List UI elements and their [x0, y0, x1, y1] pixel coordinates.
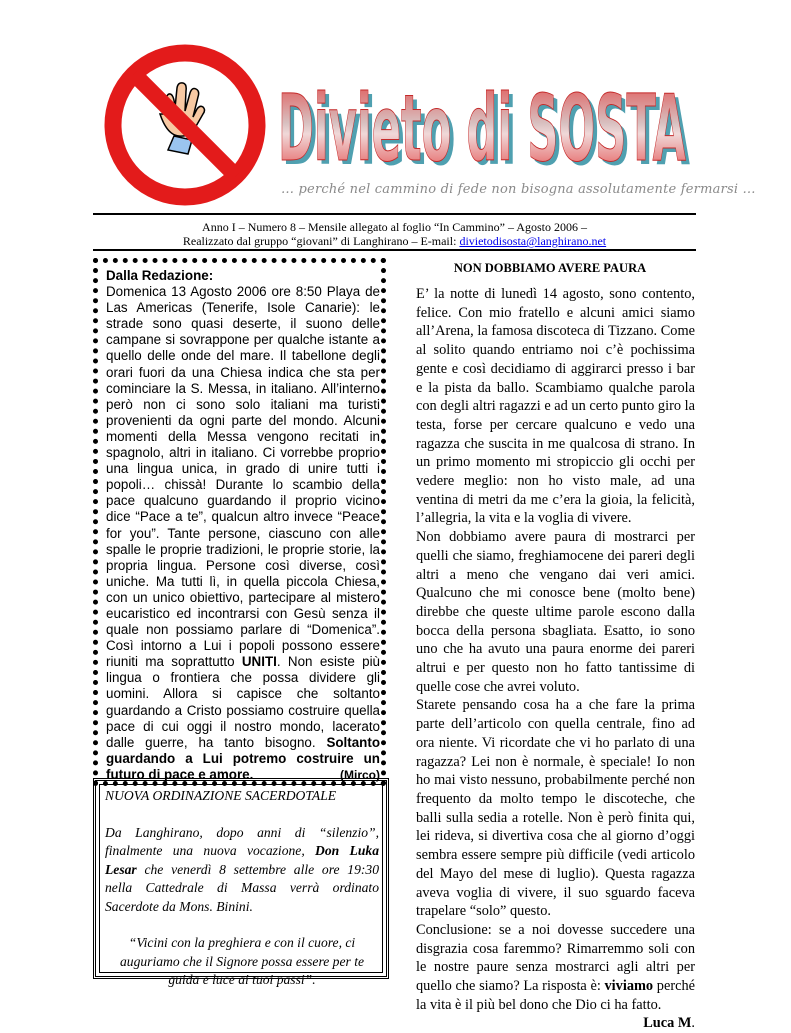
title-shadow: Divieto di SOSTA: [282, 79, 690, 182]
no-hand-prohibition-icon: [104, 44, 266, 206]
article-body: [416, 285, 695, 1033]
article-title: NON DOBBIAMO AVERE PAURA: [453, 261, 647, 275]
masthead-credit: Realizzato dal gruppo “giovani” di Langhirano – E-mail:: [182, 234, 460, 248]
article-paragraph-4: [416, 921, 695, 1032]
ordinazione-quote: “Vicini con la preghiera e con il cuore, ci auguriamo che il Signore possa essere per te guida e luce ai tuoi passi”.: [119, 935, 365, 987]
ordinazione-title: NUOVA ORDINAZIONE SACERDOTALE: [105, 788, 337, 803]
masthead-line-1: Anno I – Numero 8 – Mensile allegato al foglio “In Cammino” – Agosto 2006 –: [202, 220, 587, 234]
article-p4-end: perché la vita è il più bel dono che Dio ci ha fatto.: [416, 978, 695, 1013]
newsletter-title: [276, 62, 696, 182]
ordinazione-body-1: Da Langhirano, dopo anni di “silenzio”, finalmente una nuova vocazione,: [105, 824, 379, 858]
masthead-line-2: [93, 234, 696, 248]
masthead: [93, 220, 696, 248]
redazione-bold-uniti: UNITI: [241, 654, 277, 670]
article-paragraph-2: Non dobbiamo avere paura di mostrarci per quelli che siamo, freghiamocene dei pareri degli altri a meno che vengano dai veri amici. Qualcuno che mi conosce bene (molto bene) direbbe che queste ultime parole escono dalla bocca della persona sbagliata. Esatto, io sono uno che ha avuto una paura enorme dei pareri altrui e per questo non ho fatto tantissime di quelle cose che avrei voluto.: [416, 529, 695, 695]
header-rule-bottom: [93, 249, 696, 251]
redazione-bold-closing: Soltanto guardando a Lui potremo costruire un futuro di pace e amore.: [106, 734, 380, 782]
redazione-signature: (Mirco): [340, 767, 380, 782]
article-p4-start: Conclusione: se a noi dovesse succedere una disgrazia cosa faremmo? Rimarremmo soli con le nostre paure senza mostrarci agli altri per quello che siamo? La risposta è:: [416, 921, 695, 995]
redazione-heading: Dalla Redazione:: [106, 268, 214, 283]
header-rule-top: [93, 213, 696, 215]
article-paragraph-1: E’ la notte di lunedì 14 agosto, sono contento, felice. Con mio fratello e alcuni amici siamo all’Arena, la famosa discoteca di Tizzano. Come al solito quando entriamo noi c’è pochissima gente e così decidiamo di aggirarci presso i bar e la pista da ballo. Scambiamo qualche parola con degli altri ragazzi e ad un certo punto giro la testa, forse per cercare qualcuno e vedo una ragazza che suscita in me qualcosa di strano. In un primo momento mi stropiccio gli occhi per vedere meglio: non ho visto male, ad una ventina di metri da me c’era la gioia, la felicità, l’allegria, la vita e la voglia di vivere.: [416, 286, 695, 527]
email-link[interactable]: divietodisosta@langhirano.net: [459, 234, 607, 248]
tagline: … perché nel cammino di fede non bisogna assolutamente fermarsi …: [281, 182, 756, 197]
title-main: Divieto di SOSTA: [278, 75, 686, 182]
article-p4-bold: viviamo: [604, 978, 654, 995]
article-paragraph-3: Starete pensando cosa ha a che fare la prima parte dell’articolo con quella centrale, fino ad ora niente. Vi ricordate che vi ho parlato di una ragazza? Lei non è normale, è speciale! Io non ho mai visto nessuno, probabilmente perché non frequento da molto tempo le discoteche, che balli sulla sedia a rotelle. Non è però finita qui, lei rideva, si divertiva cosa che al giorno d’oggi sembra essere sempre più difficile (vedi articolo del Mayo del mese di luglio). Questa ragazza aveva voglia di vivere, il suo sguardo faceva trapelare “solo” questo.: [416, 697, 695, 920]
article-signature-suffix: .: [691, 1015, 695, 1032]
redazione-body-1: Domenica 13 Agosto 2006 ore 8:50 Playa de Las Americas (Tenerife, Isole Canarie): le strade sono quasi deserte, il suono delle campane si sovrappone per qualche istante a quello delle onde del mare. Il tabellone degli orari fuori da una Chiesa indica che sta per cominciare la S. Messa, in italiano. All’interno però non ci sono solo italiani ma turisti provenienti da ogni parte del mondo. Alcuni momenti della Messa vengono recitati in spagnolo, altri in italiano. Ci vorrebbe proprio una lingua unica, in grado di unire tutti i popoli… chissà! Durante lo scambio della pace qualcuno guardando il proprio vicino dice “Pace a te”, qualcun altro invece “Peace for you”. Tante persone, ciascuno con alle spalle le proprie tradizioni, le proprie storie, la propria lingua. Persone così diverse, così uniche. Ma tutti lì, in quella piccola Chiesa, con un unico obiettivo, partecipare al mistero eucaristico ed incontrarsi con Gesù senza il quale non possiamo parlare di “Domenica”. Così intorno a Lui i popoli possono essere riuniti ma soprattutto: [106, 284, 380, 670]
ordinazione-article: [105, 787, 379, 990]
redazione-article: [106, 268, 380, 783]
article-signature-name: Luca M: [643, 1015, 692, 1032]
ordinazione-name: Don Luka Lesar: [105, 843, 380, 877]
redazione-body-2: . Non esiste più lingua o frontiera che possa dividere gli uomini. Allora si capisce che soltanto guardando a Cristo possiamo costruire quella pace di cui oggi il nostro mondo, lacerato dalle guerre, ha tanto bisogno.: [106, 654, 380, 750]
ordinazione-body-2: che venerdì 8 settembre alle ore 19:30 nella Cattedrale di Massa verrà ordinato Sacerdote da Mons. Binini.: [105, 861, 379, 914]
